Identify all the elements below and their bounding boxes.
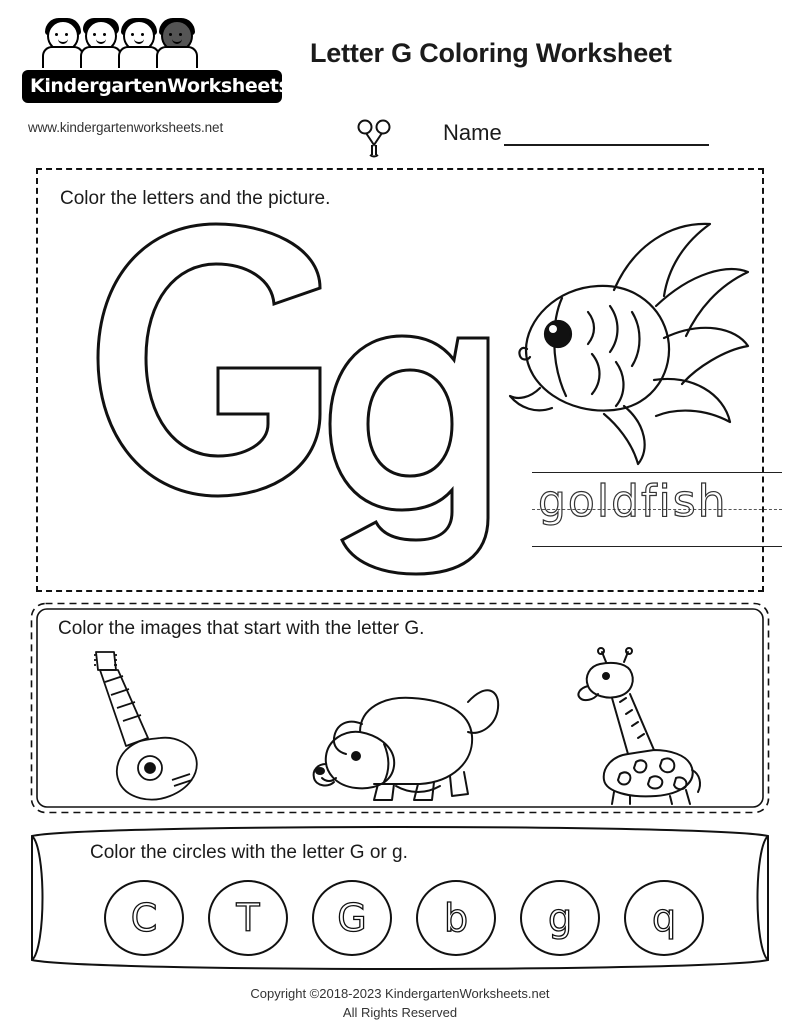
rights-text: All Rights Reserved: [342, 1005, 458, 1021]
copyright-text: Copyright ©2018-2023 KindergartenWorksheets.net: [250, 986, 550, 1002]
letter-circle[interactable]: b: [416, 880, 496, 956]
dog-illustration: [300, 646, 510, 806]
section3-instruction: Color the circles with the letter G or g.: [90, 842, 408, 863]
letter-circle[interactable]: C: [104, 880, 184, 956]
letter-circle[interactable]: T: [208, 880, 288, 956]
letter-circle[interactable]: G: [312, 880, 392, 956]
page-title: Letter G Coloring Worksheet: [310, 38, 672, 68]
section2-instruction: Color the images that start with the letter G.: [58, 618, 425, 639]
outline-letters: [68, 218, 518, 578]
page-header: [0, 0, 800, 160]
kid-figure: [154, 18, 200, 68]
site-logo[interactable]: [22, 18, 331, 103]
letter-circle[interactable]: g: [520, 880, 600, 956]
section-color-circles: [28, 820, 772, 978]
name-field[interactable]: [443, 120, 709, 146]
trace-word: goldfish: [538, 476, 728, 527]
name-label: Name: [443, 120, 502, 145]
logo-wordmark: [22, 70, 331, 103]
logo-text: KindergartenWorksheets.net: [30, 75, 331, 97]
giraffe-illustration: [550, 646, 720, 806]
letter-circle-row: [104, 876, 704, 960]
section-color-letters: [36, 168, 764, 592]
site-url: www.kindergartenworksheets.net: [28, 120, 224, 135]
section-color-images: [30, 602, 770, 814]
picture-row: [50, 646, 750, 806]
section1-instruction: Color the letters and the picture.: [60, 188, 331, 209]
name-blank[interactable]: [504, 126, 709, 146]
scissors-icon: [352, 118, 396, 158]
page-footer: [0, 985, 800, 1023]
letter-circle[interactable]: q: [624, 880, 704, 956]
goldfish-illustration: [496, 210, 756, 475]
guitar-illustration: [80, 646, 240, 806]
word-tracing-area: [524, 466, 786, 576]
kids-illustration: [40, 18, 282, 68]
